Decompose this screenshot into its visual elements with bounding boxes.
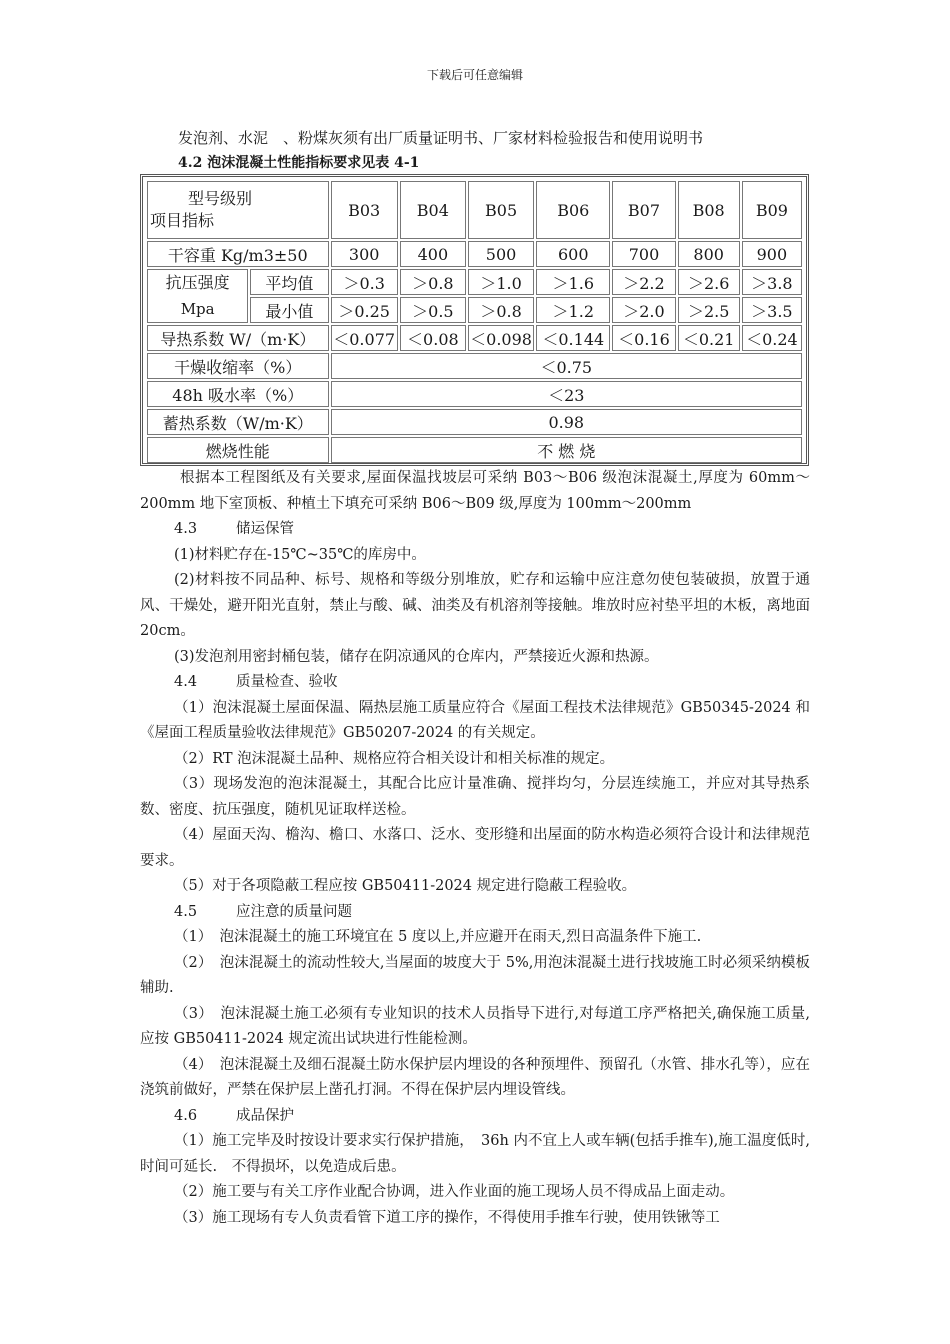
paragraph: (3)发泡剂用密封桶包装，储存在阴凉通风的仓库内，严禁接近火源和热源。 <box>174 648 659 665</box>
table-cell: 400 <box>400 241 466 267</box>
paragraph: （1） 泡沫混凝土的施工环境宜在 5 度以上,并应避开在雨天,烈日高温条件下施工. <box>174 929 702 945</box>
table-cell: ＜0.21 <box>678 325 740 351</box>
strength-label-cell <box>147 269 248 323</box>
table-row-conductivity <box>147 325 802 351</box>
header-corner-cell <box>147 181 329 239</box>
grade-header: B05 <box>468 181 534 239</box>
section-number: 4.5 <box>174 903 198 920</box>
min-label: 最小值 <box>250 297 328 323</box>
strength-label: 抗压强度 <box>165 273 230 292</box>
paragraph: （4）屋面天沟、檐沟、檐口、水落口、泛水、变形缝和出屋面的防水构造必须符合设计和法律规范要求。 <box>140 827 810 869</box>
section-heading-4-4 <box>140 670 810 696</box>
grade-header: B06 <box>536 181 610 239</box>
table-cell: ＞0.5 <box>400 297 466 323</box>
paragraph: (1)材料贮存在-15℃~35℃的库房中。 <box>174 546 426 563</box>
table-row-combustion <box>147 437 802 463</box>
intro-line-materials: 发泡剂、水泥 、粉煤灰须有出厂质量证明书、厂家材料检验报告和使用说明书 <box>178 129 704 147</box>
section-heading-4-6 <box>140 1104 810 1130</box>
table-cell: ＜0.098 <box>468 325 534 351</box>
table-row-heat-storage <box>147 409 802 435</box>
paragraph: （1）施工完毕及时按设计要求实行保护措施， 36h 内不宜上人或车辆(包括手推车),施工温度低时,时间可延长. 不得损坏，以免造成后患。 <box>140 1133 810 1175</box>
table-cell: ＞0.8 <box>468 297 534 323</box>
section-title: 储运保管 <box>236 521 294 537</box>
section-heading-4-5 <box>140 900 810 926</box>
table-cell: ＜0.144 <box>536 325 610 351</box>
table-cell: ＜0.24 <box>742 325 802 351</box>
document-body <box>140 466 810 1231</box>
table-row-absorption <box>147 381 802 407</box>
heat-storage-value: 0.98 <box>331 409 802 435</box>
table-header-row <box>147 181 802 239</box>
grade-header: B03 <box>331 181 398 239</box>
absorption-value: ＜23 <box>331 381 802 407</box>
table-cell: 300 <box>331 241 398 267</box>
table-cell: ＞0.3 <box>331 269 398 295</box>
table-cell: ＞1.2 <box>536 297 610 323</box>
grade-header: B09 <box>742 181 802 239</box>
table-cell: 800 <box>678 241 740 267</box>
page-header: 下载后可任意编辑 <box>426 68 523 82</box>
table-row-strength-avg <box>147 269 802 295</box>
table-cell: 700 <box>612 241 675 267</box>
paragraph: 根据本工程图纸及有关要求,屋面保温找坡层可采纳 B03～B06 级泡沫混凝土,厚度为 60mm～200mm 地下室顶板、种植土下填充可采纳 B06～B09 级,厚度为 100mm～200mm <box>140 470 810 512</box>
paragraph: （2）RT 泡沫混凝土品种、规格应符合相关设计和相关标准的规定。 <box>174 750 615 767</box>
table-caption: 4.2 泡沫混凝土性能指标要求见表 4-1 <box>178 155 420 171</box>
table-cell: ＞3.8 <box>742 269 802 295</box>
spec-table-frame <box>140 174 809 466</box>
conductivity-label: 导热系数 W/（m·K） <box>147 325 329 351</box>
density-label: 干容重 Kg/m3±50 <box>147 241 329 267</box>
table-cell: ＞2.6 <box>678 269 740 295</box>
paragraph: （5）对于各项隐蔽工程应按 GB50411-2024 规定进行隐蔽工程验收。 <box>174 878 637 894</box>
table-row-shrinkage <box>147 353 802 379</box>
table-cell: ＞1.0 <box>468 269 534 295</box>
paragraph: （2）施工要与有关工序作业配合协调，进入作业面的施工现场人员不得成品上面走动。 <box>174 1184 735 1200</box>
combustion-label: 燃烧性能 <box>147 437 329 463</box>
header-bottom-label: 项目指标 <box>150 211 215 230</box>
table-cell: 600 <box>536 241 610 267</box>
paragraph: （3）现场发泡的泡沫混凝土，其配合比应计量准确、搅拌均匀，分层连续施工，并应对其导热系数、密度、抗压强度，随机见证取样送检。 <box>140 776 810 818</box>
table-row-density <box>147 241 802 267</box>
table-cell: 900 <box>742 241 802 267</box>
avg-label: 平均值 <box>250 269 328 295</box>
grade-header: B08 <box>678 181 740 239</box>
section-title: 质量检查、验收 <box>236 674 338 690</box>
section-title: 成品保护 <box>236 1107 294 1124</box>
table-cell: ＞0.25 <box>331 297 398 323</box>
table-cell: ＞2.5 <box>678 297 740 323</box>
table-cell: ＞0.8 <box>400 269 466 295</box>
table-cell: ＞2.0 <box>612 297 675 323</box>
header-top-label: 型号级别 <box>188 189 253 208</box>
table-cell: 500 <box>468 241 534 267</box>
section-number: 4.3 <box>174 521 198 537</box>
table-cell: ＞1.6 <box>536 269 610 295</box>
table-cell: ＜0.08 <box>400 325 466 351</box>
strength-unit: Mpa <box>180 300 215 318</box>
table-cell: ＞3.5 <box>742 297 802 323</box>
shrinkage-label: 干燥收缩率（%） <box>147 353 329 379</box>
grade-header: B07 <box>612 181 675 239</box>
paragraph: （3） 泡沫混凝土施工必须有专业知识的技术人员指导下进行,对每道工序严格把关,确保施工质量,应按 GB50411-2024 规定流出试块进行性能检测。 <box>140 1005 810 1047</box>
combustion-value: 不 燃 烧 <box>331 437 802 463</box>
section-title: 应注意的质量问题 <box>236 903 352 920</box>
table-cell: ＜0.077 <box>331 325 398 351</box>
paragraph: （3）施工现场有专人负责看管下道工序的操作，不得使用手推车行驶，使用铁锹等工 <box>174 1209 720 1226</box>
paragraph: (2)材料按不同品种、标号、规格和等级分别堆放，贮存和运输中应注意勿使包装破损，放置于通风、干燥处，避开阳光直射，禁止与酸、碱、油类及有机溶剂等接触。堆放时应衬垫平坦的木板，离地面 20cm。 <box>140 572 810 639</box>
paragraph: （1）泡沫混凝土屋面保温、隔热层施工质量应符合《屋面工程技术法律规范》GB50345-2024 和《屋面工程质量验收法律规范》GB50207-2024 的有关规定。 <box>140 699 810 741</box>
grade-header: B04 <box>400 181 466 239</box>
section-number: 4.6 <box>174 1107 198 1124</box>
spec-table <box>145 179 804 465</box>
paragraph: （2） 泡沫混凝土的流动性较大,当屋面的坡度大于 5%,用泡沫混凝土进行找坡施工时必须采纳模板辅助. <box>140 954 810 996</box>
heat-storage-label: 蓄热系数（W/m·K） <box>147 409 329 435</box>
table-cell: ＞2.2 <box>612 269 675 295</box>
absorption-label: 48h 吸水率（%） <box>147 381 329 407</box>
paragraph: （4） 泡沫混凝土及细石混凝土防水保护层内埋设的各种预埋件、预留孔（水管、排水孔等），应在浇筑前做好，严禁在保护层上凿孔打洞。不得在保护层内埋设管线。 <box>140 1056 810 1098</box>
section-number: 4.4 <box>174 674 198 690</box>
shrinkage-value: ＜0.75 <box>331 353 802 379</box>
table-cell: ＜0.16 <box>612 325 675 351</box>
section-heading-4-3 <box>140 517 810 543</box>
